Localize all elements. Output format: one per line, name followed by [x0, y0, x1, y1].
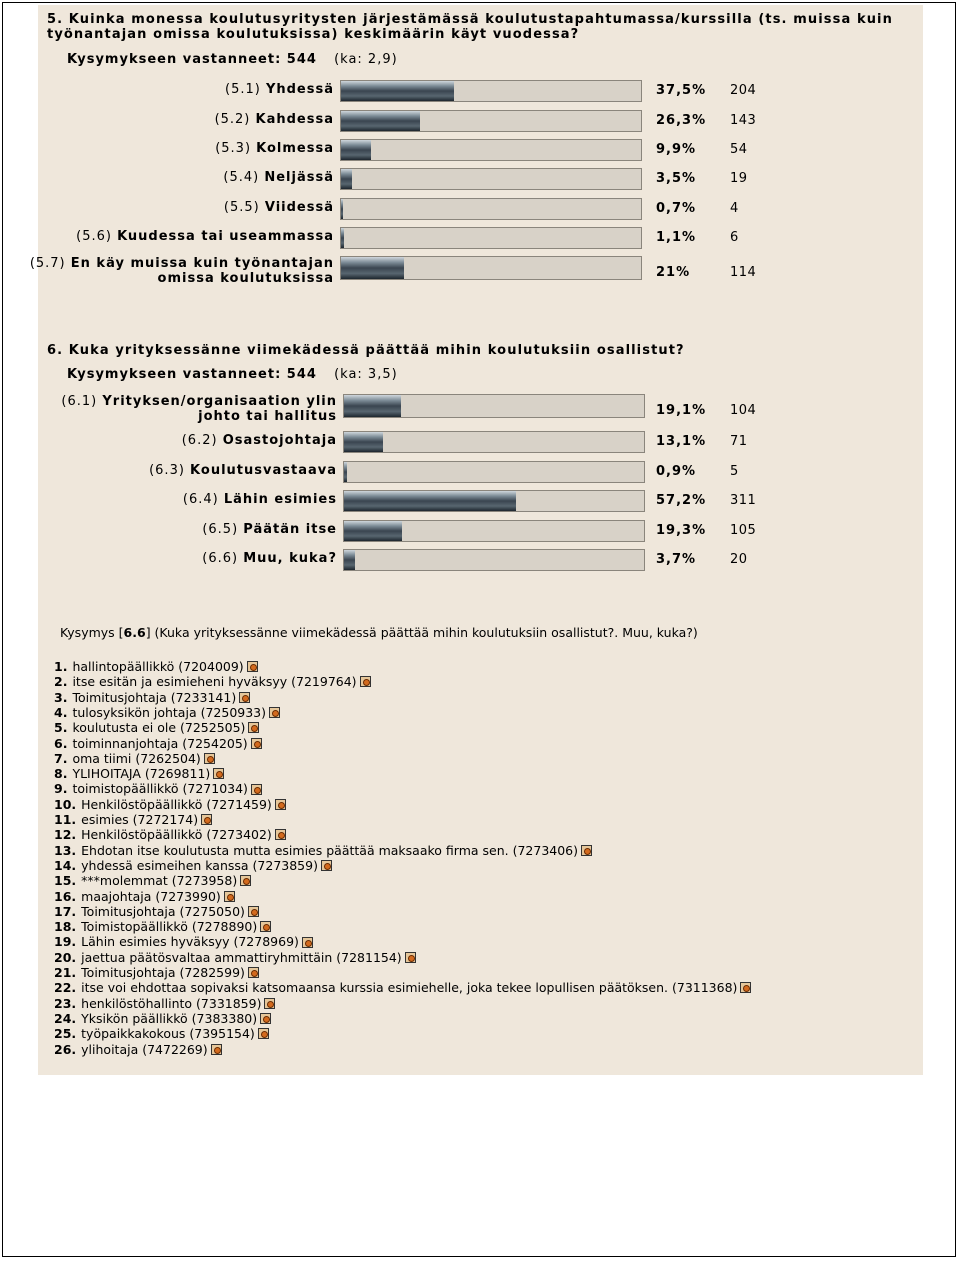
list-item-text: itse voi ehdottaa sopivaksi katsomaansa kurssia esimiehelle, joka tekee lopullisen päätöksen. (7311368) [81, 980, 738, 996]
list-item-text: YLIHOITAJA (7269811) [72, 766, 211, 782]
q6-option-code: (6.6) [202, 551, 244, 566]
q6-result-count: 105 [730, 523, 757, 538]
q6-result-bar-fill [344, 491, 516, 511]
list-item-text: tulosyksikön johtaja (7250933) [72, 704, 267, 720]
list-item-number: 9. [54, 781, 68, 797]
list-item [54, 751, 215, 766]
list-item-number: 23. [54, 995, 77, 1011]
list-item [54, 919, 271, 934]
q6-result-bar [343, 520, 645, 542]
q5-option-code: (5.1) [225, 82, 266, 97]
open-answer-icon[interactable] [247, 661, 258, 672]
q5-option-name: Kolmessa [256, 141, 334, 156]
q5-option-label [225, 82, 334, 97]
q5-result-bar [340, 110, 642, 132]
list-item-number: 18. [54, 919, 77, 935]
q5-result-percent: 21% [656, 265, 691, 280]
q5-option-code: (5.3) [215, 141, 257, 156]
q6-option-code: (6.1) [61, 394, 103, 409]
q6-result-bar-fill [344, 432, 383, 452]
open-answers-heading [60, 625, 698, 640]
list-item [54, 720, 259, 735]
q6-option-label-line1 [202, 522, 337, 537]
q6-option-name: Päätän itse [243, 522, 337, 537]
q6-option-label [149, 463, 337, 478]
q6-option-code: (6.3) [149, 463, 191, 478]
q6-result-count: 104 [730, 403, 757, 418]
list-item [54, 674, 371, 689]
q6-result-bar [343, 394, 645, 418]
open-answer-icon[interactable] [264, 998, 275, 1009]
list-item-number: 2. [54, 674, 68, 690]
q5-option-name: Neljässä [264, 170, 334, 185]
list-item-number: 20. [54, 949, 77, 965]
list-item-text: toiminnanjohtaja (7254205) [72, 735, 248, 751]
list-item-text: Toimitusjohtaja (7275050) [81, 903, 245, 919]
q6-option-name: Lähin esimies [223, 492, 337, 507]
q6-result-bar [343, 549, 645, 571]
list-item-text: yhdessä esimeihen kanssa (7273859) [81, 857, 318, 873]
q5-result-bar-fill [341, 228, 344, 248]
q5-result-bar-fill [341, 257, 404, 279]
q5-result-percent: 3,5% [656, 171, 697, 186]
list-item-number: 5. [54, 720, 68, 736]
list-item [54, 904, 259, 919]
list-item-text: ylihoitaja (7472269) [81, 1041, 208, 1057]
list-item-text: Henkilöstöpäällikkö (7273402) [81, 827, 272, 843]
q6-option-label-line1 [202, 551, 337, 566]
q5-option-code: (5.7) [29, 256, 71, 271]
list-item [54, 1011, 271, 1026]
q5-result-percent: 26,3% [656, 113, 707, 128]
q6-result-percent: 19,3% [656, 523, 707, 538]
open-answer-icon[interactable] [248, 906, 259, 917]
q6-option-code: (6.4) [182, 492, 224, 507]
q6-result-bar [343, 431, 645, 453]
list-item-number: 8. [54, 766, 68, 782]
q6-option-label-line1 [182, 433, 337, 448]
list-item [54, 950, 416, 965]
q5-result-count: 4 [730, 201, 739, 216]
q5-result-bar-fill [341, 169, 352, 189]
list-item [54, 980, 751, 995]
q6-option-label [202, 522, 337, 537]
list-item [54, 934, 313, 949]
list-item-text: koulutusta ei ole (7252505) [72, 720, 246, 736]
q5-option-label [215, 112, 334, 127]
q5-option-code: (5.4) [223, 170, 265, 185]
list-item-number: 10. [54, 796, 77, 812]
list-item-number: 26. [54, 1041, 77, 1057]
q5-result-count: 6 [730, 230, 739, 245]
q6-option-label-line1 [149, 463, 337, 478]
list-item [54, 843, 592, 858]
q5-option-label-line1 [215, 112, 334, 127]
q5-option-label-line1 [76, 229, 334, 244]
list-item-text: toimistopäällikkö (7271034) [72, 781, 248, 797]
q5-result-count: 19 [730, 171, 748, 186]
heading-prefix: Kysymys [ [60, 625, 124, 640]
q5-option-label [76, 229, 334, 244]
list-item-number: 12. [54, 827, 77, 843]
list-item [54, 1042, 222, 1057]
list-item-text: esimies (7272174) [81, 812, 199, 827]
q5-option-label-line1 [224, 200, 334, 215]
list-item [54, 827, 286, 842]
q5-option-label-line1 [223, 170, 334, 185]
q5-option-label-line1 [225, 82, 334, 97]
list-item-text: Ehdotan itse koulutusta mutta esimies päättää maksaako firma sen. (7273406) [81, 842, 579, 858]
list-item-number: 15. [54, 873, 77, 889]
list-item-text: Toimistopäällikkö (7278890) [81, 919, 258, 935]
q6-option-name: Muu, kuka? [243, 551, 337, 566]
q5-average: (ka: 2,9) [334, 52, 398, 67]
open-answer-icon[interactable] [258, 1028, 269, 1039]
q6-option-label [202, 551, 337, 566]
q5-option-label [30, 256, 334, 286]
list-item-number: 19. [54, 934, 77, 950]
q5-answered [67, 52, 398, 67]
list-item [54, 705, 280, 720]
list-item [54, 659, 258, 674]
q6-title: 6. Kuka yrityksessänne viimekädessä päättää mihin koulutuksiin osallistut? [47, 343, 685, 358]
q5-result-bar [340, 198, 642, 220]
open-answer-icon[interactable] [201, 814, 212, 825]
q6-answered-label: Kysymykseen vastanneet: 544 [67, 367, 317, 382]
list-item-number: 24. [54, 1010, 77, 1026]
q5-result-bar [340, 256, 642, 280]
open-answer-icon[interactable] [275, 829, 286, 840]
list-item-text: ***molemmat (7273958) [81, 873, 238, 889]
list-item-text: Yksikön päällikkö (7383380) [81, 1010, 258, 1026]
list-item-number: 11. [54, 812, 77, 827]
q5-result-bar-fill [341, 81, 454, 101]
list-item [54, 781, 262, 796]
q6-option-name: Osastojohtaja [222, 433, 337, 448]
list-item-text: henkilöstöhallinto (7331859) [81, 995, 262, 1011]
q5-result-bar [340, 139, 642, 161]
list-item-text: työpaikkakokous (7395154) [81, 1026, 255, 1042]
q6-result-count: 20 [730, 552, 748, 567]
q5-option-name: Viidessä [264, 200, 334, 215]
q5-option-label-line1 [30, 256, 334, 271]
open-answer-icon[interactable] [302, 937, 313, 948]
open-answer-icon[interactable] [260, 921, 271, 932]
list-item-text: maajohtaja (7273990) [81, 888, 221, 904]
q6-result-count: 311 [730, 493, 757, 508]
open-answer-icon[interactable] [213, 768, 224, 779]
q5-result-count: 143 [730, 113, 757, 128]
q6-result-bar-fill [344, 462, 347, 482]
heading-question-number: 6.6 [123, 625, 146, 640]
list-item-text: oma tiimi (7262504) [72, 750, 201, 766]
open-answer-icon[interactable] [211, 1044, 222, 1055]
open-answer-icon[interactable] [581, 845, 592, 856]
q5-title-line2: työnantajan omissa koulutuksissa) keskimäärin käyt vuodessa? [47, 27, 580, 42]
q6-option-name: Yrityksen/organisaation ylin [102, 394, 337, 409]
open-answer-icon[interactable] [360, 676, 371, 687]
q5-result-bar [340, 80, 642, 102]
q6-result-percent: 57,2% [656, 493, 707, 508]
q6-result-bar-fill [344, 521, 402, 541]
q6-result-percent: 13,1% [656, 434, 707, 449]
q5-result-count: 114 [730, 265, 757, 280]
q6-result-bar [343, 490, 645, 512]
open-answer-icon[interactable] [405, 952, 416, 963]
q5-answered-label: Kysymykseen vastanneet: 544 [67, 52, 317, 67]
list-item [54, 873, 251, 888]
list-item [54, 690, 250, 705]
q6-result-bar [343, 461, 645, 483]
q6-option-code: (6.2) [181, 433, 223, 448]
list-item [54, 965, 259, 980]
q6-option-code: (6.5) [202, 522, 244, 537]
open-answer-icon[interactable] [204, 753, 215, 764]
list-item-number: 6. [54, 735, 68, 751]
list-item [54, 858, 332, 873]
q6-result-count: 5 [730, 464, 739, 479]
q6-result-percent: 3,7% [656, 552, 697, 567]
q5-result-percent: 37,5% [656, 83, 707, 98]
list-item [54, 812, 212, 827]
q5-result-percent: 1,1% [656, 230, 697, 245]
open-answer-icon[interactable] [260, 1013, 271, 1024]
list-item [54, 1026, 269, 1041]
list-item [54, 797, 286, 812]
q5-option-name: Yhdessä [265, 82, 334, 97]
open-answer-icon[interactable] [251, 738, 262, 749]
open-answer-icon[interactable] [239, 692, 250, 703]
q5-result-bar [340, 227, 642, 249]
q5-option-label [223, 170, 334, 185]
q6-option-label-line1 [183, 492, 337, 507]
q6-average: (ka: 3,5) [334, 367, 398, 382]
q5-option-name: Kuudessa tai useammassa [117, 229, 334, 244]
open-answer-icon[interactable] [321, 860, 332, 871]
q5-option-code: (5.2) [214, 112, 256, 127]
list-item-number: 25. [54, 1026, 77, 1042]
open-answer-icon[interactable] [224, 891, 235, 902]
q5-option-name: Kahdessa [255, 112, 334, 127]
list-item-number: 22. [54, 980, 77, 996]
list-item [54, 736, 262, 751]
list-item-text: Toimitusjohtaja (7233141) [72, 689, 237, 705]
q5-result-bar-fill [341, 140, 371, 160]
list-item-text: Henkilöstöpäällikkö (7271459) [81, 796, 272, 812]
list-item-number: 7. [54, 750, 68, 766]
list-item-text: Toimitusjohtaja (7282599) [81, 965, 245, 980]
q5-option-code: (5.6) [76, 229, 118, 244]
q5-option-label-line1 [215, 141, 334, 156]
open-answer-icon[interactable] [248, 967, 259, 978]
list-item-number: 13. [54, 842, 77, 858]
q6-option-name: Koulutusvastaava [190, 463, 337, 478]
list-item-text: hallintopäällikkö (7204009) [72, 659, 244, 674]
list-item-number: 21. [54, 965, 77, 980]
open-answer-icon[interactable] [269, 707, 280, 718]
list-item-text: jaettua päätösvaltaa ammattiryhmittäin (7281154) [81, 949, 402, 965]
q5-option-name: En käy muissa kuin työnantajan [70, 256, 334, 271]
list-item [54, 766, 224, 781]
list-item [54, 996, 275, 1011]
list-item-number: 4. [54, 704, 68, 720]
q6-option-label [183, 492, 337, 507]
open-answer-icon[interactable] [251, 784, 262, 795]
q6-result-percent: 0,9% [656, 464, 697, 479]
q5-option-label [215, 141, 334, 156]
q5-title-line1: 5. Kuinka monessa koulutusyritysten järjestämässä koulutustapahtumassa/kurssilla (ts. muissa kuin [47, 12, 893, 27]
q5-result-bar-fill [341, 111, 420, 131]
list-item-number: 14. [54, 857, 77, 873]
q5-result-count: 204 [730, 83, 757, 98]
q6-result-bar-fill [344, 395, 401, 417]
q5-result-percent: 9,9% [656, 142, 697, 157]
q5-option-name-line2: omissa koulutuksissa [157, 271, 334, 286]
list-item-text: itse esitän ja esimieheni hyväksyy (7219764) [72, 674, 357, 690]
q6-option-label [182, 433, 337, 448]
q6-option-label [61, 394, 337, 424]
q5-option-label [224, 200, 334, 215]
q5-option-code: (5.5) [223, 200, 265, 215]
open-answer-icon[interactable] [740, 982, 751, 993]
list-item-number: 3. [54, 689, 68, 705]
q6-result-percent: 19,1% [656, 403, 707, 418]
open-answer-icon[interactable] [275, 799, 286, 810]
list-item-text: Lähin esimies hyväksyy (7278969) [81, 934, 299, 950]
q5-result-bar [340, 168, 642, 190]
q6-result-count: 71 [730, 434, 748, 449]
list-item-number: 16. [54, 888, 77, 904]
list-item [54, 889, 235, 904]
q6-option-label-line1 [61, 394, 337, 409]
q5-result-percent: 0,7% [656, 201, 697, 216]
list-item-number: 17. [54, 903, 77, 919]
q5-result-count: 54 [730, 142, 748, 157]
open-answer-icon[interactable] [240, 875, 251, 886]
q6-result-bar-fill [344, 550, 355, 570]
heading-suffix: ] (Kuka yrityksessänne viimekädessä päättää mihin koulutuksiin osallistut?. Muu, kuka?) [145, 625, 698, 640]
q5-result-bar-fill [341, 199, 343, 219]
list-item-number: 1. [54, 659, 68, 674]
q6-option-name-line2: johto tai hallitus [198, 409, 337, 424]
open-answer-icon[interactable] [248, 722, 259, 733]
q6-answered [67, 367, 398, 382]
